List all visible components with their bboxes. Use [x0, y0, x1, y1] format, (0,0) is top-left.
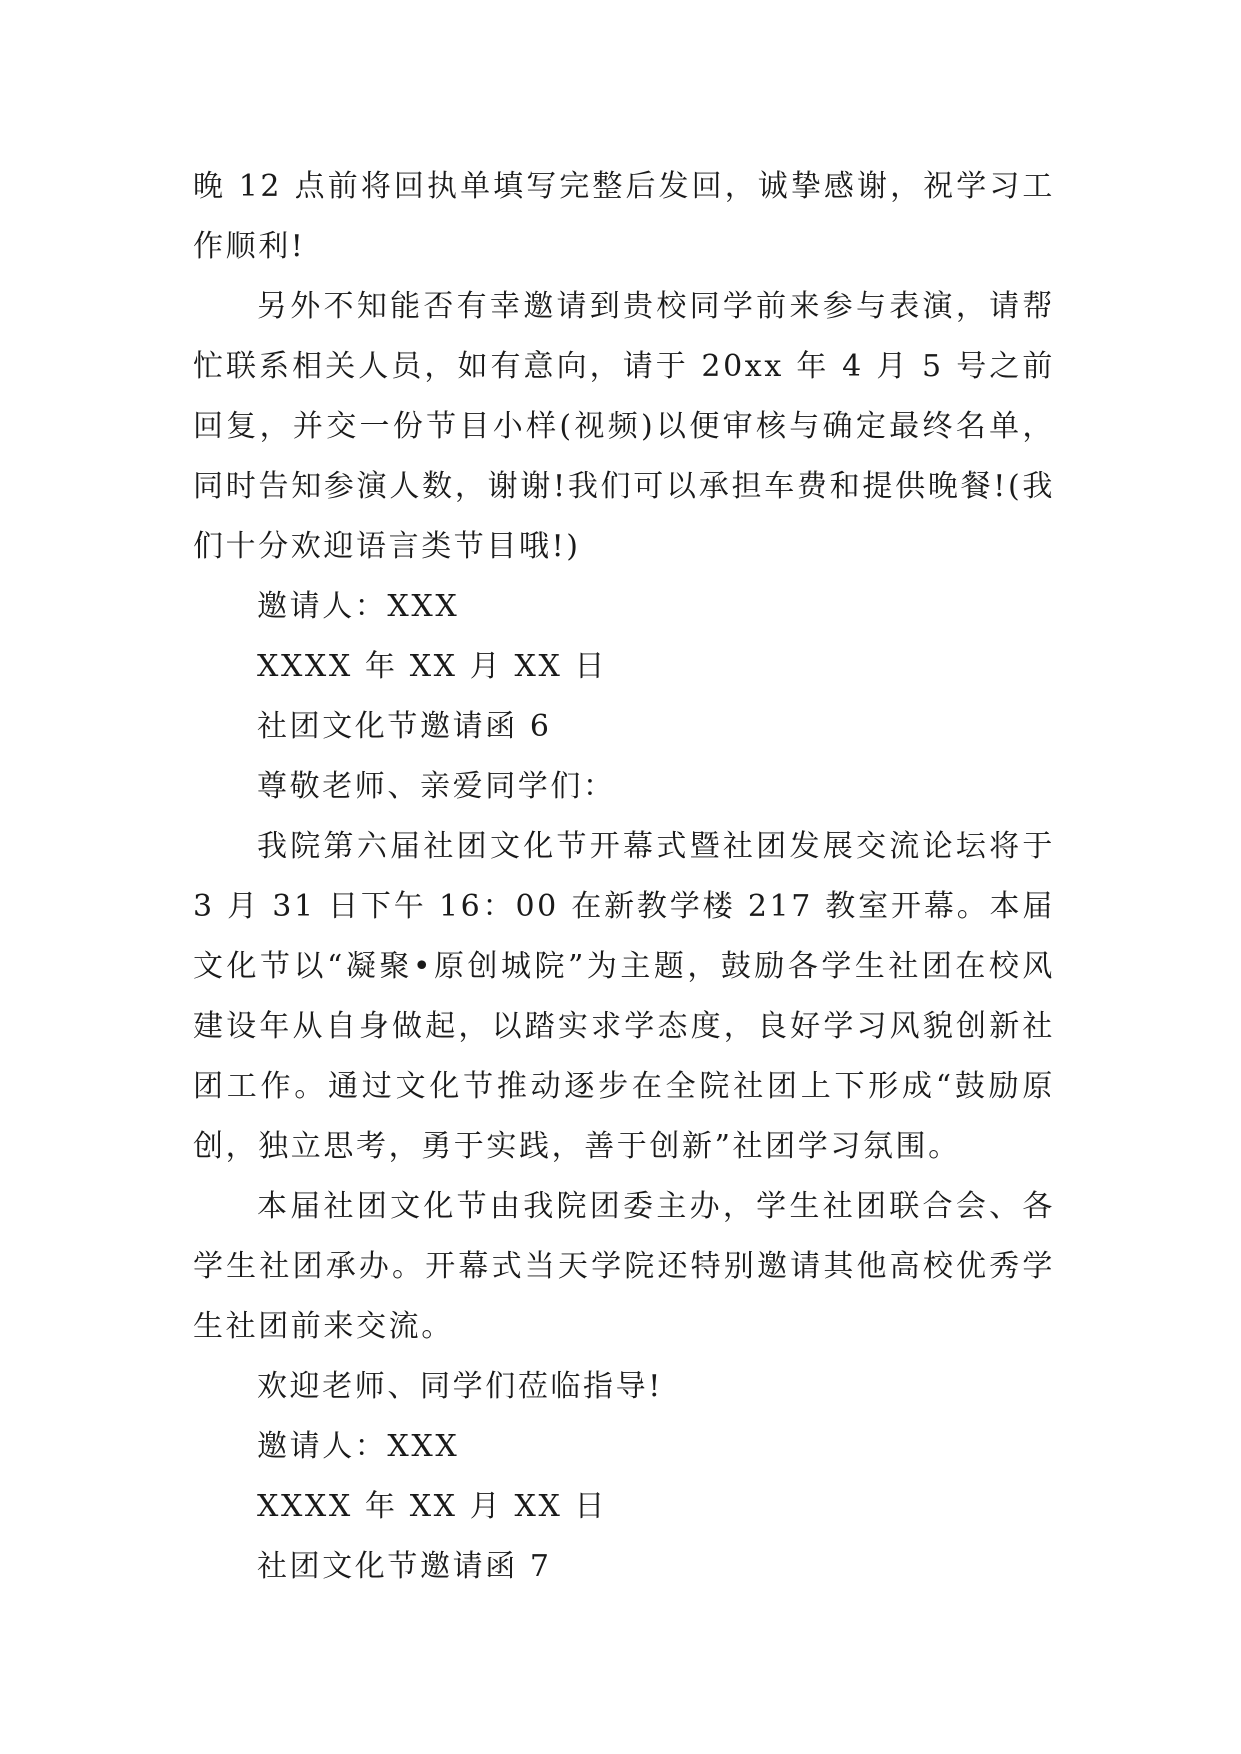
paragraph-closing-instructions: 晚 12 点前将回执单填写完整后发回，诚挚感谢，祝学习工作顺利!	[193, 169, 1055, 264]
section-heading-7: 社团文化节邀请函 7	[257, 1549, 552, 1584]
date-line-2: XXXX 年 XX 月 XX 日	[257, 1489, 608, 1524]
section-heading-6: 社团文化节邀请函 6	[257, 709, 552, 744]
welcome-line: 欢迎老师、同学们莅临指导!	[257, 1369, 663, 1404]
paragraph-organizers: 本届社团文化节由我院团委主办，学生社团联合会、各学生社团承办。开幕式当天学院还特别邀请其他高校优秀学生社团前来交流。	[193, 1189, 1055, 1344]
document-body	[193, 157, 1055, 1597]
inviter-line-2: 邀请人：XXX	[257, 1429, 460, 1464]
paragraph-festival-opening: 我院第六届社团文化节开幕式暨社团发展交流论坛将于 3 月 31 日下午 16：00 在新教学楼 217 教室开幕。本届文化节以“凝聚•原创城院”为主题，鼓励各学生社团在校风建设年从自身做起，以踏实求学态度，良好学习风貌创新社团工作。通过文化节推动逐步在全院社团上下形成“鼓励原创，独立思考，勇于实践，善于创新”社团学习氛围。	[193, 829, 1055, 1164]
date-line: XXXX 年 XX 月 XX 日	[257, 649, 608, 684]
salutation: 尊敬老师、亲爱同学们：	[257, 769, 616, 804]
paragraph-performance-invitation: 另外不知能否有幸邀请到贵校同学前来参与表演，请帮忙联系相关人员，如有意向，请于 20xx 年 4 月 5 号之前回复，并交一份节目小样(视频)以便审核与确定最终名单，同时告知参演人数，谢谢!我们可以承担车费和提供晚餐!(我们十分欢迎语言类节目哦!)	[193, 289, 1055, 564]
inviter-line: 邀请人：XXX	[257, 589, 460, 624]
